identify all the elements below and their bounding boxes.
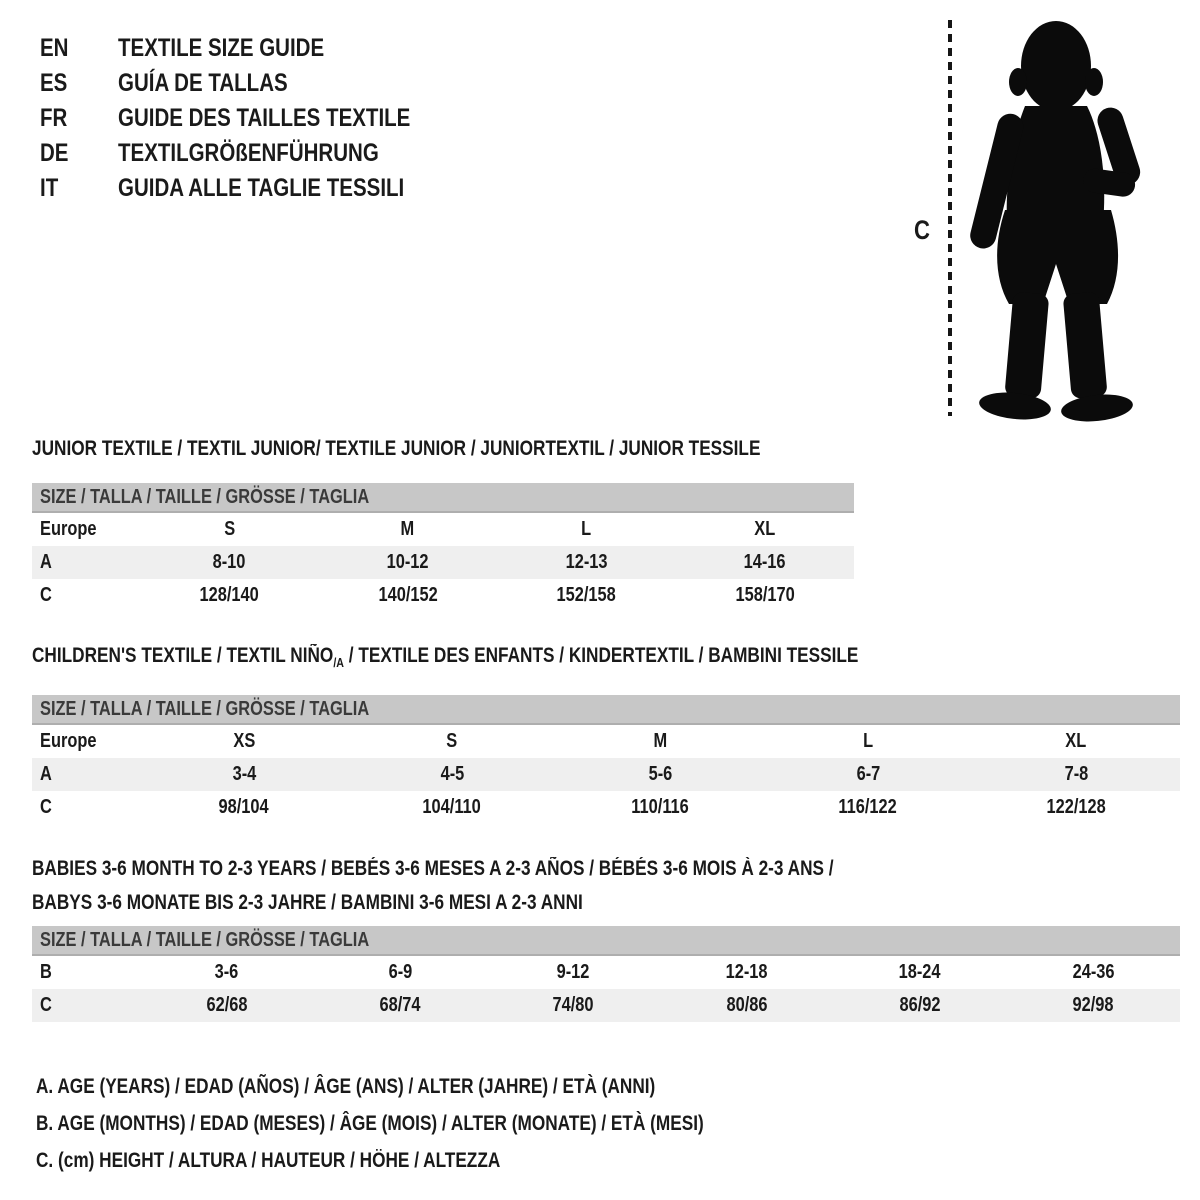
language-row-de — [40, 136, 475, 171]
size-cell: 18-24 — [898, 961, 941, 983]
babies-table-title: BABIES 3-6 MONTH TO 2-3 YEARS / BEBÉS 3-6 MESES A 2-3 AÑOS / BÉBÉS 3-6 MOIS À 2-3 ANS / BABYS 3-6 MONATE BIS 2-3 JAHRE / BAMBINI 3-6 MESI A 2-3 ANNI — [32, 857, 834, 914]
table-row — [32, 579, 854, 612]
size-cell: L — [581, 518, 592, 540]
row-label: A — [40, 551, 52, 573]
size-cell: M — [653, 730, 667, 753]
height-c-label: C — [914, 215, 930, 245]
height-dashed-line — [948, 20, 952, 416]
size-cell: 6-7 — [856, 763, 880, 786]
language-label: GUIDE DES TAILLES TEXTILE — [118, 104, 411, 132]
children-textile-section — [32, 645, 1180, 824]
row-label: Europe — [40, 730, 97, 753]
language-code: IT — [40, 174, 59, 202]
language-row-es — [40, 66, 475, 101]
size-cell: 104/110 — [422, 796, 482, 819]
legend-line-c: C. (cm) HEIGHT / ALTURA / HAUTEUR / HÖHE / ALTEZZA — [36, 1148, 501, 1172]
table-row — [32, 758, 1180, 791]
table-row — [32, 513, 854, 546]
size-cell: 68/74 — [379, 994, 421, 1016]
row-label: A — [40, 763, 52, 786]
size-cell: 4-5 — [440, 763, 464, 786]
junior-table-title: JUNIOR TEXTILE / TEXTIL JUNIOR/ TEXTILE JUNIOR / JUNIORTEXTIL / JUNIOR TESSILE — [32, 437, 761, 460]
size-cell: 110/116 — [631, 796, 689, 819]
size-cell: 86/92 — [899, 994, 941, 1016]
size-cell: XL — [754, 518, 776, 540]
size-cell: S — [223, 518, 235, 540]
size-cell: 3-4 — [232, 763, 256, 786]
size-cell: 9-12 — [556, 961, 590, 983]
language-row-en — [40, 31, 475, 66]
size-cell: 116/122 — [838, 796, 898, 819]
language-code: ES — [40, 69, 68, 97]
size-cell: 7-8 — [1064, 763, 1088, 786]
junior-size-table — [32, 513, 854, 612]
table-row — [32, 791, 1180, 824]
language-code: DE — [40, 139, 69, 167]
size-cell: 24-36 — [1072, 961, 1115, 983]
size-cell: XS — [233, 730, 255, 753]
size-cell: 5-6 — [648, 763, 672, 786]
size-cell: 6-9 — [388, 961, 412, 983]
size-cell: 92/98 — [1072, 994, 1114, 1016]
children-table-title: CHILDREN'S TEXTILE / TEXTIL $NIÑO_{/A}$ / TEXTILE DES ENFANTS / KINDERTEXTIL / BAMBINI TESSILE — [32, 644, 859, 671]
table-row — [32, 989, 1180, 1022]
size-cell: 80/86 — [726, 994, 768, 1016]
size-header-bar: SIZE / TALLA / TAILLE / GRÖSSE / TAGLIA — [32, 926, 1180, 956]
size-header-bar: SIZE / TALLA / TAILLE / GRÖSSE / TAGLIA — [32, 483, 854, 513]
row-label: C — [40, 584, 52, 606]
language-label: GUÍA DE TALLAS — [118, 69, 288, 97]
title-subscript: /A — [333, 655, 344, 671]
size-cell: 62/68 — [206, 994, 248, 1016]
legend-line-a: A. AGE (YEARS) / EDAD (AÑOS) / ÂGE (ANS) / ALTER (JAHRE) / ETÀ (ANNI) — [36, 1074, 656, 1098]
size-cell: 74/80 — [552, 994, 594, 1016]
table-row — [32, 546, 854, 579]
language-label: GUIDA ALLE TAGLIE TESSILI — [118, 174, 405, 202]
language-list — [40, 31, 475, 206]
row-label: C — [40, 796, 52, 819]
babies-size-table — [32, 956, 1180, 1022]
table-row — [32, 956, 1180, 989]
size-cell: M — [400, 518, 415, 540]
babies-textile-section — [32, 852, 1180, 1022]
children-size-table — [32, 725, 1180, 824]
size-cell: 98/104 — [218, 796, 270, 819]
size-cell: XL — [1065, 730, 1087, 753]
size-cell: 140/152 — [378, 584, 438, 606]
junior-textile-section — [32, 438, 854, 612]
size-cell: 158/170 — [735, 584, 795, 606]
size-cell: 14-16 — [743, 551, 786, 573]
size-cell: 122/128 — [1046, 796, 1106, 819]
toddler-silhouette-icon — [963, 18, 1141, 422]
row-label: C — [40, 994, 52, 1016]
language-code: FR — [40, 104, 68, 132]
row-label: B — [40, 961, 52, 983]
size-cell: 12-13 — [565, 551, 608, 573]
language-label: TEXTILGRÖßENFÜHRUNG — [118, 139, 379, 167]
table-row — [32, 725, 1180, 758]
language-row-it — [40, 171, 475, 206]
size-header-bar: SIZE / TALLA / TAILLE / GRÖSSE / TAGLIA — [32, 695, 1180, 725]
language-label: TEXTILE SIZE GUIDE — [118, 34, 325, 62]
size-cell: 3-6 — [214, 961, 239, 983]
size-cell: 10-12 — [386, 551, 429, 573]
language-code: EN — [40, 34, 69, 62]
row-label: Europe — [40, 518, 97, 540]
size-cell: L — [862, 730, 874, 753]
legend — [36, 1068, 850, 1179]
size-cell: 128/140 — [199, 584, 259, 606]
size-cell: 12-18 — [725, 961, 768, 983]
legend-line-b: B. AGE (MONTHS) / EDAD (MESES) / ÂGE (MOIS) / ALTER (MONATE) / ETÀ (MESI) — [36, 1111, 704, 1135]
language-row-fr — [40, 101, 475, 136]
size-cell: 8-10 — [212, 551, 246, 573]
size-cell: 152/158 — [556, 584, 616, 606]
size-cell: S — [446, 730, 458, 753]
